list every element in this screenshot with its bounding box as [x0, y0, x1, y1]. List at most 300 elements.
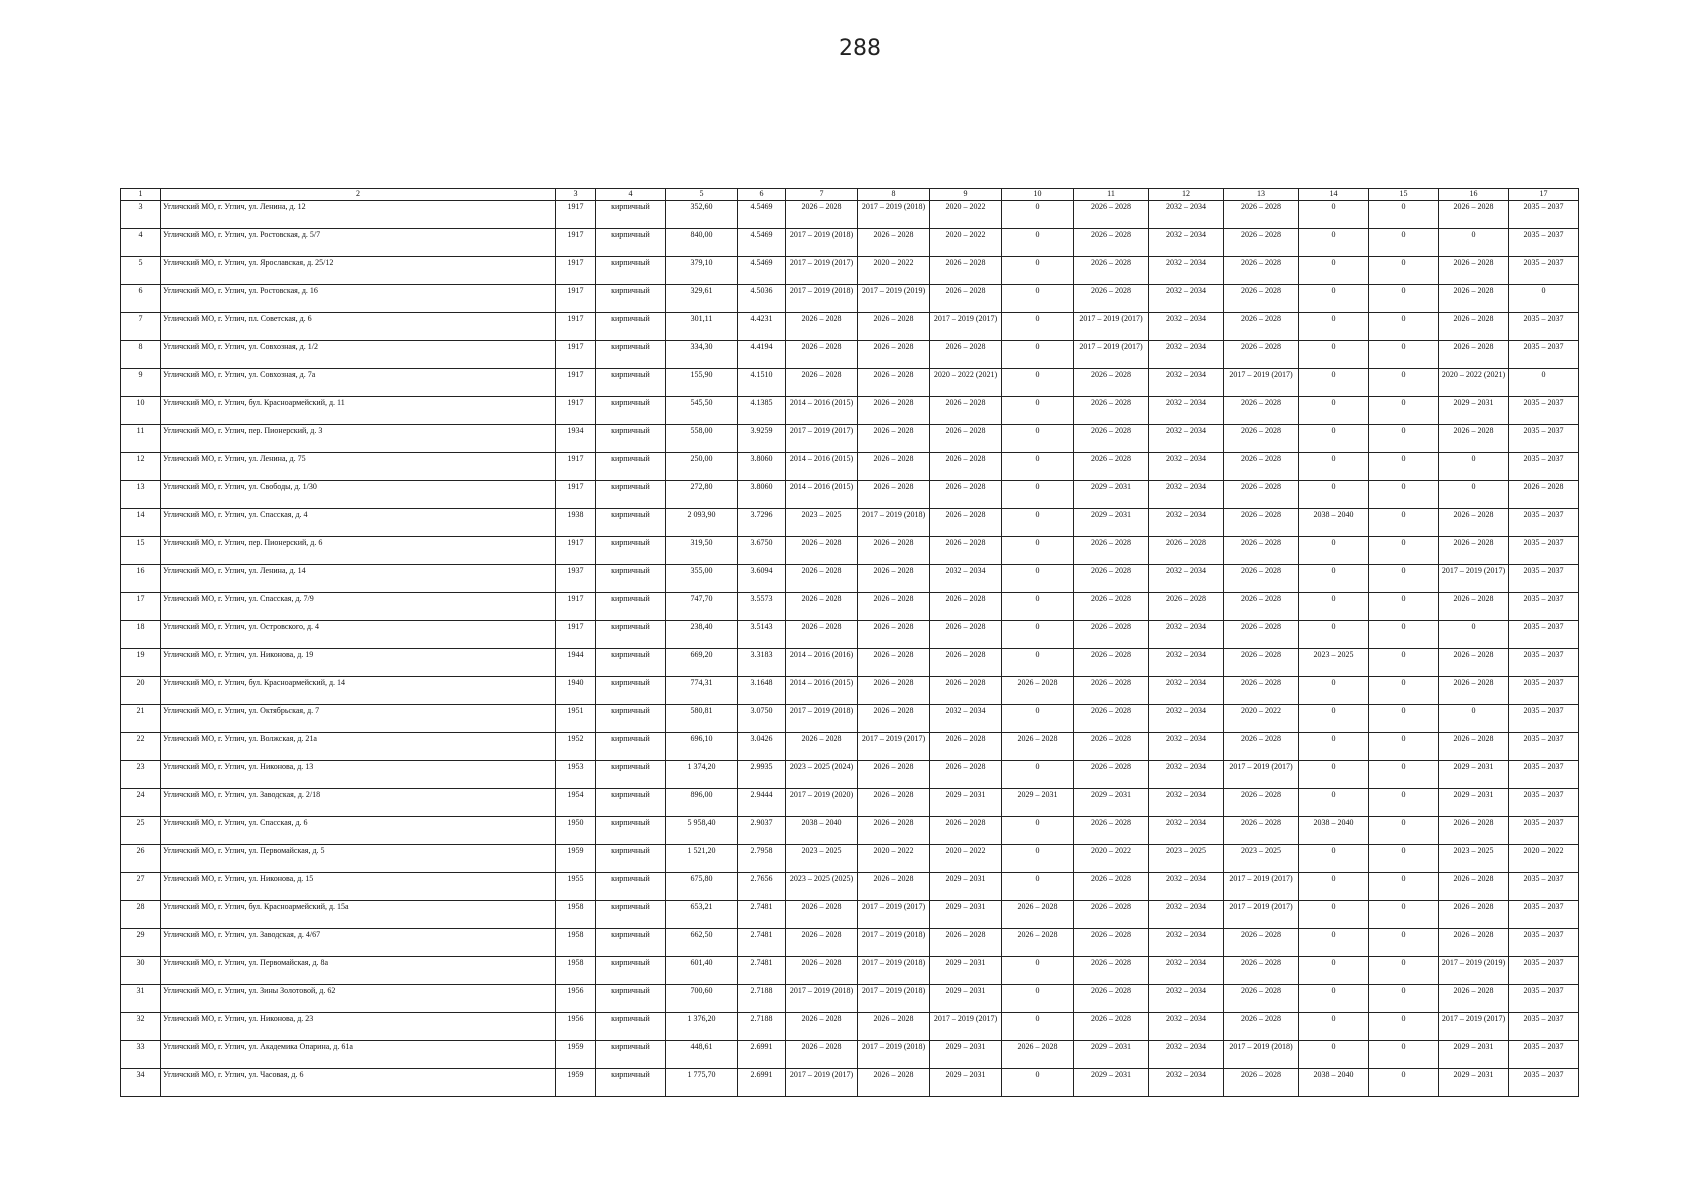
column-number: 15: [1369, 189, 1439, 201]
period-col-15-cell: 0: [1369, 537, 1439, 565]
period-col-11-cell: 2029 – 2031: [1074, 509, 1149, 537]
period-col-15-cell: 0: [1369, 621, 1439, 649]
period-col-13-cell: 2026 – 2028: [1224, 789, 1299, 817]
address-cell: Угличский МО, г. Углич, пер. Пионерский, д. 3: [161, 425, 556, 453]
period-col-10-cell: 0: [1002, 285, 1074, 313]
period-col-12-cell: 2026 – 2028: [1149, 537, 1224, 565]
construction-year-cell: 1952: [556, 733, 596, 761]
wall-material-cell: кирпичный: [596, 481, 666, 509]
period-col-17-cell: 2035 – 2037: [1509, 593, 1579, 621]
period-col-9-cell: 2026 – 2028: [930, 677, 1002, 705]
table-row: [121, 397, 1579, 425]
period-col-7-cell: 2017 – 2019 (2017): [786, 425, 858, 453]
period-col-15-cell: 0: [1369, 929, 1439, 957]
construction-year-cell: 1954: [556, 789, 596, 817]
period-col-17-cell: 2035 – 2037: [1509, 705, 1579, 733]
period-col-9-cell: 2026 – 2028: [930, 733, 1002, 761]
period-col-8-cell: 2017 – 2019 (2018): [858, 957, 930, 985]
period-col-10-cell: 0: [1002, 537, 1074, 565]
period-col-12-cell: 2032 – 2034: [1149, 1041, 1224, 1069]
table-row: [121, 1069, 1579, 1097]
address-cell: Угличский МО, г. Углич, ул. Спасская, д. 7/9: [161, 593, 556, 621]
column-number-row: [121, 189, 1579, 201]
period-col-10-cell: 2026 – 2028: [1002, 1041, 1074, 1069]
period-col-15-cell: 0: [1369, 817, 1439, 845]
wear-index-cell: 4.5469: [738, 229, 786, 257]
period-col-9-cell: 2026 – 2028: [930, 341, 1002, 369]
period-col-7-cell: 2014 – 2016 (2015): [786, 397, 858, 425]
period-col-16-cell: 2026 – 2028: [1439, 677, 1509, 705]
period-col-9-cell: 2032 – 2034: [930, 705, 1002, 733]
period-col-15-cell: 0: [1369, 649, 1439, 677]
period-col-7-cell: 2023 – 2025 (2025): [786, 873, 858, 901]
construction-year-cell: 1959: [556, 1041, 596, 1069]
period-col-16-cell: 2017 – 2019 (2019): [1439, 957, 1509, 985]
table-row: [121, 481, 1579, 509]
period-col-14-cell: 0: [1299, 481, 1369, 509]
construction-year-cell: 1938: [556, 509, 596, 537]
period-col-15-cell: 0: [1369, 1041, 1439, 1069]
period-col-17-cell: 2020 – 2022: [1509, 845, 1579, 873]
period-col-12-cell: 2032 – 2034: [1149, 957, 1224, 985]
period-col-13-cell: 2026 – 2028: [1224, 1069, 1299, 1097]
period-col-8-cell: 2017 – 2019 (2018): [858, 1041, 930, 1069]
period-col-10-cell: 0: [1002, 621, 1074, 649]
period-col-8-cell: 2026 – 2028: [858, 873, 930, 901]
row-number-cell: 25: [121, 817, 161, 845]
period-col-10-cell: 2026 – 2028: [1002, 929, 1074, 957]
period-col-10-cell: 0: [1002, 453, 1074, 481]
period-col-13-cell: 2026 – 2028: [1224, 229, 1299, 257]
address-cell: Угличский МО, г. Углич, ул. Волжская, д. 21а: [161, 733, 556, 761]
row-number-cell: 13: [121, 481, 161, 509]
period-col-15-cell: 0: [1369, 565, 1439, 593]
table-row: [121, 425, 1579, 453]
address-cell: Угличский МО, г. Углич, ул. Часовая, д. 6: [161, 1069, 556, 1097]
period-col-11-cell: 2026 – 2028: [1074, 957, 1149, 985]
period-col-14-cell: 2038 – 2040: [1299, 509, 1369, 537]
wear-index-cell: 4.5469: [738, 201, 786, 229]
period-col-16-cell: 2017 – 2019 (2017): [1439, 565, 1509, 593]
period-col-16-cell: 2029 – 2031: [1439, 789, 1509, 817]
period-col-13-cell: 2026 – 2028: [1224, 425, 1299, 453]
period-col-10-cell: 0: [1002, 509, 1074, 537]
period-col-11-cell: 2026 – 2028: [1074, 733, 1149, 761]
wear-index-cell: 2.7188: [738, 985, 786, 1013]
period-col-10-cell: 2026 – 2028: [1002, 733, 1074, 761]
period-col-8-cell: 2026 – 2028: [858, 761, 930, 789]
wear-index-cell: 2.7481: [738, 901, 786, 929]
address-cell: Угличский МО, г. Углич, ул. Никонова, д. 19: [161, 649, 556, 677]
total-area-cell: 1 521,20: [666, 845, 738, 873]
table-row: [121, 1041, 1579, 1069]
wall-material-cell: кирпичный: [596, 313, 666, 341]
row-number-cell: 9: [121, 369, 161, 397]
total-area-cell: 669,20: [666, 649, 738, 677]
period-col-10-cell: 0: [1002, 761, 1074, 789]
period-col-12-cell: 2032 – 2034: [1149, 453, 1224, 481]
column-number: 14: [1299, 189, 1369, 201]
construction-year-cell: 1917: [556, 341, 596, 369]
total-area-cell: 747,70: [666, 593, 738, 621]
address-cell: Угличский МО, г. Углич, ул. Совхозная, д. 7а: [161, 369, 556, 397]
period-col-7-cell: 2026 – 2028: [786, 621, 858, 649]
period-col-16-cell: 2026 – 2028: [1439, 649, 1509, 677]
period-col-9-cell: 2029 – 2031: [930, 873, 1002, 901]
period-col-7-cell: 2017 – 2019 (2020): [786, 789, 858, 817]
wear-index-cell: 4.4231: [738, 313, 786, 341]
period-col-13-cell: 2026 – 2028: [1224, 257, 1299, 285]
column-number: 2: [161, 189, 556, 201]
construction-year-cell: 1917: [556, 621, 596, 649]
period-col-13-cell: 2026 – 2028: [1224, 957, 1299, 985]
period-col-8-cell: 2026 – 2028: [858, 341, 930, 369]
period-col-11-cell: 2026 – 2028: [1074, 397, 1149, 425]
period-col-14-cell: 0: [1299, 957, 1369, 985]
address-cell: Угличский МО, г. Углич, ул. Никонова, д. 15: [161, 873, 556, 901]
construction-year-cell: 1956: [556, 985, 596, 1013]
period-col-9-cell: 2032 – 2034: [930, 565, 1002, 593]
wall-material-cell: кирпичный: [596, 957, 666, 985]
period-col-12-cell: 2032 – 2034: [1149, 397, 1224, 425]
period-col-14-cell: 0: [1299, 565, 1369, 593]
period-col-15-cell: 0: [1369, 257, 1439, 285]
table-row: [121, 201, 1579, 229]
address-cell: Угличский МО, г. Углич, ул. Октябрьская, д. 7: [161, 705, 556, 733]
column-number: 10: [1002, 189, 1074, 201]
period-col-16-cell: 2026 – 2028: [1439, 425, 1509, 453]
period-col-9-cell: 2029 – 2031: [930, 901, 1002, 929]
column-number: 7: [786, 189, 858, 201]
total-area-cell: 662,50: [666, 929, 738, 957]
period-col-7-cell: 2017 – 2019 (2018): [786, 285, 858, 313]
period-col-10-cell: 0: [1002, 845, 1074, 873]
construction-year-cell: 1917: [556, 257, 596, 285]
construction-year-cell: 1917: [556, 369, 596, 397]
construction-year-cell: 1959: [556, 1069, 596, 1097]
period-col-12-cell: 2032 – 2034: [1149, 313, 1224, 341]
period-col-17-cell: 2035 – 2037: [1509, 565, 1579, 593]
period-col-9-cell: 2029 – 2031: [930, 1069, 1002, 1097]
wear-index-cell: 2.7481: [738, 929, 786, 957]
period-col-17-cell: 2035 – 2037: [1509, 313, 1579, 341]
address-cell: Угличский МО, г. Углич, бул. Красноармейский, д. 14: [161, 677, 556, 705]
wall-material-cell: кирпичный: [596, 453, 666, 481]
period-col-11-cell: 2029 – 2031: [1074, 1041, 1149, 1069]
wear-index-cell: 2.7656: [738, 873, 786, 901]
period-col-11-cell: 2026 – 2028: [1074, 677, 1149, 705]
total-area-cell: 1 775,70: [666, 1069, 738, 1097]
address-cell: Угличский МО, г. Углич, пл. Советская, д. 6: [161, 313, 556, 341]
table-row: [121, 341, 1579, 369]
period-col-17-cell: 2035 – 2037: [1509, 453, 1579, 481]
construction-year-cell: 1917: [556, 229, 596, 257]
table-row: [121, 957, 1579, 985]
period-col-14-cell: 0: [1299, 229, 1369, 257]
period-col-10-cell: 0: [1002, 957, 1074, 985]
table-row: [121, 257, 1579, 285]
period-col-15-cell: 0: [1369, 201, 1439, 229]
table-row: [121, 705, 1579, 733]
period-col-13-cell: 2026 – 2028: [1224, 1013, 1299, 1041]
period-col-9-cell: 2029 – 2031: [930, 957, 1002, 985]
wear-index-cell: 3.3183: [738, 649, 786, 677]
period-col-12-cell: 2032 – 2034: [1149, 789, 1224, 817]
wall-material-cell: кирпичный: [596, 621, 666, 649]
period-col-10-cell: 0: [1002, 985, 1074, 1013]
table-row: [121, 229, 1579, 257]
column-number: 5: [666, 189, 738, 201]
period-col-12-cell: 2032 – 2034: [1149, 649, 1224, 677]
column-number: 11: [1074, 189, 1149, 201]
construction-year-cell: 1956: [556, 1013, 596, 1041]
total-area-cell: 774,31: [666, 677, 738, 705]
period-col-12-cell: 2032 – 2034: [1149, 621, 1224, 649]
period-col-10-cell: 0: [1002, 425, 1074, 453]
period-col-11-cell: 2026 – 2028: [1074, 425, 1149, 453]
period-col-11-cell: 2026 – 2028: [1074, 537, 1149, 565]
row-number-cell: 5: [121, 257, 161, 285]
period-col-10-cell: 2029 – 2031: [1002, 789, 1074, 817]
column-number: 6: [738, 189, 786, 201]
period-col-11-cell: 2029 – 2031: [1074, 789, 1149, 817]
period-col-7-cell: 2014 – 2016 (2015): [786, 677, 858, 705]
period-col-17-cell: 2035 – 2037: [1509, 677, 1579, 705]
column-number: 4: [596, 189, 666, 201]
period-col-8-cell: 2026 – 2028: [858, 789, 930, 817]
period-col-16-cell: 2026 – 2028: [1439, 985, 1509, 1013]
period-col-11-cell: 2026 – 2028: [1074, 817, 1149, 845]
period-col-15-cell: 0: [1369, 985, 1439, 1013]
period-col-16-cell: 2029 – 2031: [1439, 1041, 1509, 1069]
table-row: [121, 985, 1579, 1013]
period-col-11-cell: 2026 – 2028: [1074, 929, 1149, 957]
table-row: [121, 285, 1579, 313]
row-number-cell: 10: [121, 397, 161, 425]
period-col-11-cell: 2026 – 2028: [1074, 985, 1149, 1013]
wear-index-cell: 4.1385: [738, 397, 786, 425]
period-col-9-cell: 2026 – 2028: [930, 817, 1002, 845]
wall-material-cell: кирпичный: [596, 985, 666, 1013]
wall-material-cell: кирпичный: [596, 565, 666, 593]
period-col-13-cell: 2026 – 2028: [1224, 985, 1299, 1013]
period-col-11-cell: 2029 – 2031: [1074, 481, 1149, 509]
period-col-14-cell: 0: [1299, 985, 1369, 1013]
period-col-10-cell: 0: [1002, 705, 1074, 733]
period-col-15-cell: 0: [1369, 481, 1439, 509]
period-col-10-cell: 0: [1002, 481, 1074, 509]
period-col-9-cell: 2026 – 2028: [930, 257, 1002, 285]
period-col-14-cell: 0: [1299, 537, 1369, 565]
period-col-13-cell: 2026 – 2028: [1224, 509, 1299, 537]
period-col-15-cell: 0: [1369, 705, 1439, 733]
period-col-15-cell: 0: [1369, 453, 1439, 481]
period-col-8-cell: 2026 – 2028: [858, 817, 930, 845]
period-col-8-cell: 2026 – 2028: [858, 677, 930, 705]
wall-material-cell: кирпичный: [596, 537, 666, 565]
table-row: [121, 901, 1579, 929]
period-col-14-cell: 0: [1299, 341, 1369, 369]
address-cell: Угличский МО, г. Углич, ул. Академика Опарина, д. 61а: [161, 1041, 556, 1069]
period-col-17-cell: 0: [1509, 285, 1579, 313]
total-area-cell: 250,00: [666, 453, 738, 481]
construction-year-cell: 1959: [556, 845, 596, 873]
wall-material-cell: кирпичный: [596, 1013, 666, 1041]
period-col-14-cell: 0: [1299, 789, 1369, 817]
period-col-14-cell: 0: [1299, 369, 1369, 397]
total-area-cell: 896,00: [666, 789, 738, 817]
period-col-15-cell: 0: [1369, 369, 1439, 397]
period-col-12-cell: 2032 – 2034: [1149, 705, 1224, 733]
period-col-15-cell: 0: [1369, 901, 1439, 929]
wall-material-cell: кирпичный: [596, 901, 666, 929]
period-col-17-cell: 2035 – 2037: [1509, 621, 1579, 649]
row-number-cell: 16: [121, 565, 161, 593]
row-number-cell: 32: [121, 1013, 161, 1041]
period-col-17-cell: 2035 – 2037: [1509, 985, 1579, 1013]
period-col-12-cell: 2032 – 2034: [1149, 341, 1224, 369]
row-number-cell: 12: [121, 453, 161, 481]
period-col-14-cell: 2038 – 2040: [1299, 817, 1369, 845]
wear-index-cell: 4.1510: [738, 369, 786, 397]
period-col-12-cell: 2032 – 2034: [1149, 985, 1224, 1013]
period-col-14-cell: 0: [1299, 201, 1369, 229]
wall-material-cell: кирпичный: [596, 817, 666, 845]
period-col-9-cell: 2017 – 2019 (2017): [930, 1013, 1002, 1041]
period-col-11-cell: 2026 – 2028: [1074, 369, 1149, 397]
total-area-cell: 558,00: [666, 425, 738, 453]
period-col-15-cell: 0: [1369, 1013, 1439, 1041]
address-cell: Угличский МО, г. Углич, ул. Никонова, д. 23: [161, 1013, 556, 1041]
period-col-11-cell: 2026 – 2028: [1074, 201, 1149, 229]
period-col-8-cell: 2026 – 2028: [858, 593, 930, 621]
period-col-14-cell: 0: [1299, 397, 1369, 425]
period-col-9-cell: 2026 – 2028: [930, 649, 1002, 677]
construction-year-cell: 1958: [556, 957, 596, 985]
wall-material-cell: кирпичный: [596, 257, 666, 285]
period-col-16-cell: 2029 – 2031: [1439, 1069, 1509, 1097]
address-cell: Угличский МО, г. Углич, ул. Ленина, д. 12: [161, 201, 556, 229]
period-col-11-cell: 2026 – 2028: [1074, 901, 1149, 929]
construction-year-cell: 1944: [556, 649, 596, 677]
column-number: 16: [1439, 189, 1509, 201]
period-col-12-cell: 2032 – 2034: [1149, 873, 1224, 901]
period-col-13-cell: 2017 – 2019 (2017): [1224, 873, 1299, 901]
address-cell: Угличский МО, г. Углич, ул. Ленина, д. 75: [161, 453, 556, 481]
period-col-17-cell: 2035 – 2037: [1509, 1013, 1579, 1041]
period-col-17-cell: 2035 – 2037: [1509, 873, 1579, 901]
period-col-10-cell: 0: [1002, 369, 1074, 397]
period-col-13-cell: 2017 – 2019 (2018): [1224, 1041, 1299, 1069]
row-number-cell: 30: [121, 957, 161, 985]
period-col-17-cell: 2035 – 2037: [1509, 1041, 1579, 1069]
period-col-15-cell: 0: [1369, 425, 1439, 453]
period-col-8-cell: 2017 – 2019 (2019): [858, 285, 930, 313]
period-col-17-cell: 2035 – 2037: [1509, 817, 1579, 845]
column-number: 3: [556, 189, 596, 201]
period-col-17-cell: 2035 – 2037: [1509, 341, 1579, 369]
period-col-10-cell: 0: [1002, 341, 1074, 369]
period-col-8-cell: 2017 – 2019 (2018): [858, 985, 930, 1013]
wall-material-cell: кирпичный: [596, 285, 666, 313]
period-col-11-cell: 2026 – 2028: [1074, 565, 1149, 593]
construction-year-cell: 1917: [556, 313, 596, 341]
period-col-16-cell: 0: [1439, 705, 1509, 733]
period-col-10-cell: 0: [1002, 565, 1074, 593]
period-col-8-cell: 2020 – 2022: [858, 845, 930, 873]
period-col-12-cell: 2023 – 2025: [1149, 845, 1224, 873]
period-col-13-cell: 2026 – 2028: [1224, 201, 1299, 229]
period-col-7-cell: 2026 – 2028: [786, 901, 858, 929]
wall-material-cell: кирпичный: [596, 593, 666, 621]
period-col-9-cell: 2026 – 2028: [930, 537, 1002, 565]
wear-index-cell: 3.9259: [738, 425, 786, 453]
period-col-10-cell: 0: [1002, 313, 1074, 341]
period-col-13-cell: 2026 – 2028: [1224, 313, 1299, 341]
period-col-15-cell: 0: [1369, 285, 1439, 313]
total-area-cell: 675,80: [666, 873, 738, 901]
table-row: [121, 649, 1579, 677]
period-col-15-cell: 0: [1369, 341, 1439, 369]
period-col-16-cell: 2026 – 2028: [1439, 929, 1509, 957]
period-col-9-cell: 2026 – 2028: [930, 397, 1002, 425]
period-col-14-cell: 0: [1299, 593, 1369, 621]
total-area-cell: 545,50: [666, 397, 738, 425]
period-col-17-cell: 2035 – 2037: [1509, 229, 1579, 257]
period-col-13-cell: 2026 – 2028: [1224, 397, 1299, 425]
table-row: [121, 789, 1579, 817]
wear-index-cell: 2.6991: [738, 1041, 786, 1069]
total-area-cell: 379,10: [666, 257, 738, 285]
page-number: 288: [839, 36, 881, 61]
period-col-16-cell: 2026 – 2028: [1439, 201, 1509, 229]
period-col-11-cell: 2017 – 2019 (2017): [1074, 313, 1149, 341]
table-row: [121, 565, 1579, 593]
construction-year-cell: 1958: [556, 929, 596, 957]
construction-year-cell: 1917: [556, 397, 596, 425]
period-col-8-cell: 2017 – 2019 (2017): [858, 901, 930, 929]
wear-index-cell: 2.6991: [738, 1069, 786, 1097]
wall-material-cell: кирпичный: [596, 845, 666, 873]
period-col-8-cell: 2026 – 2028: [858, 1013, 930, 1041]
row-number-cell: 6: [121, 285, 161, 313]
period-col-14-cell: 0: [1299, 1041, 1369, 1069]
period-col-17-cell: 2035 – 2037: [1509, 201, 1579, 229]
period-col-14-cell: 0: [1299, 733, 1369, 761]
address-cell: Угличский МО, г. Углич, ул. Свободы, д. 1/30: [161, 481, 556, 509]
period-col-17-cell: 2035 – 2037: [1509, 649, 1579, 677]
construction-year-cell: 1917: [556, 285, 596, 313]
housing-register-table: [120, 188, 1579, 1097]
column-number: 9: [930, 189, 1002, 201]
period-col-8-cell: 2026 – 2028: [858, 621, 930, 649]
period-col-16-cell: 2026 – 2028: [1439, 593, 1509, 621]
period-col-8-cell: 2026 – 2028: [858, 313, 930, 341]
wear-index-cell: 2.7481: [738, 957, 786, 985]
period-col-14-cell: 0: [1299, 873, 1369, 901]
wear-index-cell: 3.6094: [738, 565, 786, 593]
period-col-12-cell: 2032 – 2034: [1149, 733, 1224, 761]
period-col-7-cell: 2026 – 2028: [786, 565, 858, 593]
period-col-10-cell: 0: [1002, 1069, 1074, 1097]
period-col-7-cell: 2014 – 2016 (2015): [786, 453, 858, 481]
period-col-9-cell: 2026 – 2028: [930, 425, 1002, 453]
wall-material-cell: кирпичный: [596, 341, 666, 369]
row-number-cell: 21: [121, 705, 161, 733]
period-col-12-cell: 2032 – 2034: [1149, 565, 1224, 593]
period-col-16-cell: 2026 – 2028: [1439, 733, 1509, 761]
period-col-9-cell: 2029 – 2031: [930, 985, 1002, 1013]
